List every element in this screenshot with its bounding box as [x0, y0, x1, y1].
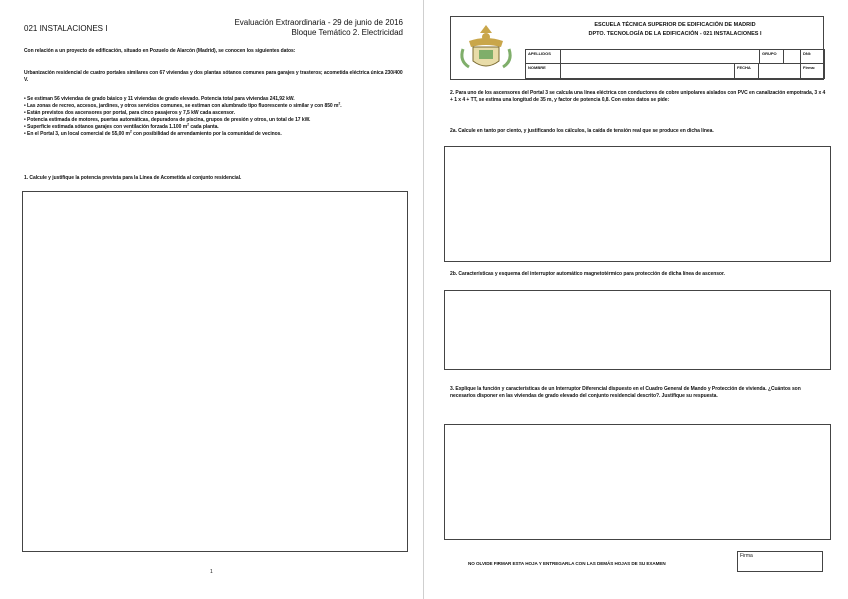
page-number: 1	[210, 569, 213, 575]
school-crest-icon	[455, 21, 517, 77]
footer-note: NO OLVIDE FIRMAR ESTA HOJA Y ENTREGARLA CON LAS DEMÁS HOJAS DE SU EXAMEN	[468, 561, 666, 566]
exam-header-right	[234, 18, 403, 38]
signature-label: Firma	[740, 553, 753, 559]
signature-box[interactable]	[737, 551, 823, 572]
project-description: Urbanización residencial de cuatro portales similares con 67 viviendas y dos plantas sótanos comunes para garajes y trasteros; acometida eléctrica única 230/400 V.	[24, 70, 403, 83]
label-firma[interactable]: Firma:	[800, 63, 825, 79]
grupo-field[interactable]	[783, 49, 801, 64]
answer-box-3[interactable]	[444, 424, 831, 540]
answer-box-2a[interactable]	[444, 146, 831, 262]
nombre-field[interactable]	[560, 63, 735, 79]
list-item: • Potencia estimada de motores, puertas automáticas, depuradora de piscina, grupos de presión y otros, un total de 17 kW.	[24, 117, 311, 123]
school-name: ESCUELA TÉCNICA SUPERIOR DE EDIFICACIÓN DE MADRID DPTO. TECNOLOGÍA DE LA EDIFICACIÓN - 021 INSTALACIONES I	[588, 22, 762, 37]
apellidos-field[interactable]	[560, 49, 760, 64]
label-apellidos: APELLIDOS	[525, 49, 561, 64]
question-1: 1. Calcule y justifique la potencia prevista para la Línea de Acometida al conjunto residencial.	[24, 175, 242, 181]
question-3: 3. Explique la función y características de un Interruptor Diferencial dispuesto en el Cuadro General de Mando y Protección de vivienda. ¿Cuántos son necesarios disponer en las viviendas de grado elevado del conjunto residencial descrito?. Justifique su respuesta.	[450, 386, 801, 399]
list-item: • Las zonas de recreo, accesos, jardines, y otros servicios comunes, se estiman con alumbrado tipo fluorescente o similar y con 850 $m^2$.	[24, 101, 342, 109]
fecha-field[interactable]	[758, 63, 801, 79]
label-grupo: GRUPO	[759, 49, 784, 64]
label-nombre: NOMBRE	[525, 63, 561, 79]
label-fecha: FECHA	[734, 63, 759, 79]
question-2: 2. Para uno de los ascensores del Portal 3 se calcula una línea eléctrica con conductores de cobre unipolares aislados con PVC en canalización empotrada, 3 x 4 + 1 x 4 + TT, se estima una longitud de 35 m, y factor de potencia 0,8. Con estos datos se pide:	[450, 90, 826, 103]
list-item: • Se estiman 56 viviendas de grado básico y 11 viviendas de grado elevado. Potencia total para viviendas 241,92 kW.	[24, 96, 295, 102]
answer-box-1[interactable]	[22, 191, 408, 552]
list-item: • Están previstos dos ascensores por portal, para cinco pasajeros y 7,5 kW cada ascensor.	[24, 110, 236, 116]
course-code: 021 INSTALACIONES I	[24, 24, 108, 33]
student-header-table	[450, 16, 824, 80]
question-2b: 2b. Características y esquema del interruptor automático magnetotérmico para protección de dicha línea de ascensor.	[450, 271, 725, 277]
intro-text: Con relación a un proyecto de edificación, situado en Pozuelo de Alarcón (Madrid), se conocen los siguientes datos:	[24, 48, 296, 54]
answer-box-2b[interactable]	[444, 290, 831, 370]
exam-title: Evaluación Extraordinaria - 29 de junio de 2016	[234, 18, 403, 27]
list-item: • Superficie estimada sótanos garajes con ventilación forzada 1.100 $m^2$ cada planta.	[24, 122, 219, 130]
list-item: • En el Portal 3, un local comercial de 55,00 $m^2$ con posibilidad de arrendamiento por la comunidad de vecinos.	[24, 129, 282, 137]
question-2a: 2a. Calcule en tanto por ciento, y justificando los cálculos, la caída de tensión real que se produce en dicha línea.	[450, 128, 714, 134]
exam-page-right	[425, 0, 848, 599]
project-data-list	[24, 96, 406, 138]
label-dni[interactable]: DNI:	[800, 49, 825, 64]
exam-block: Bloque Temático 2. Electricidad	[291, 28, 403, 37]
